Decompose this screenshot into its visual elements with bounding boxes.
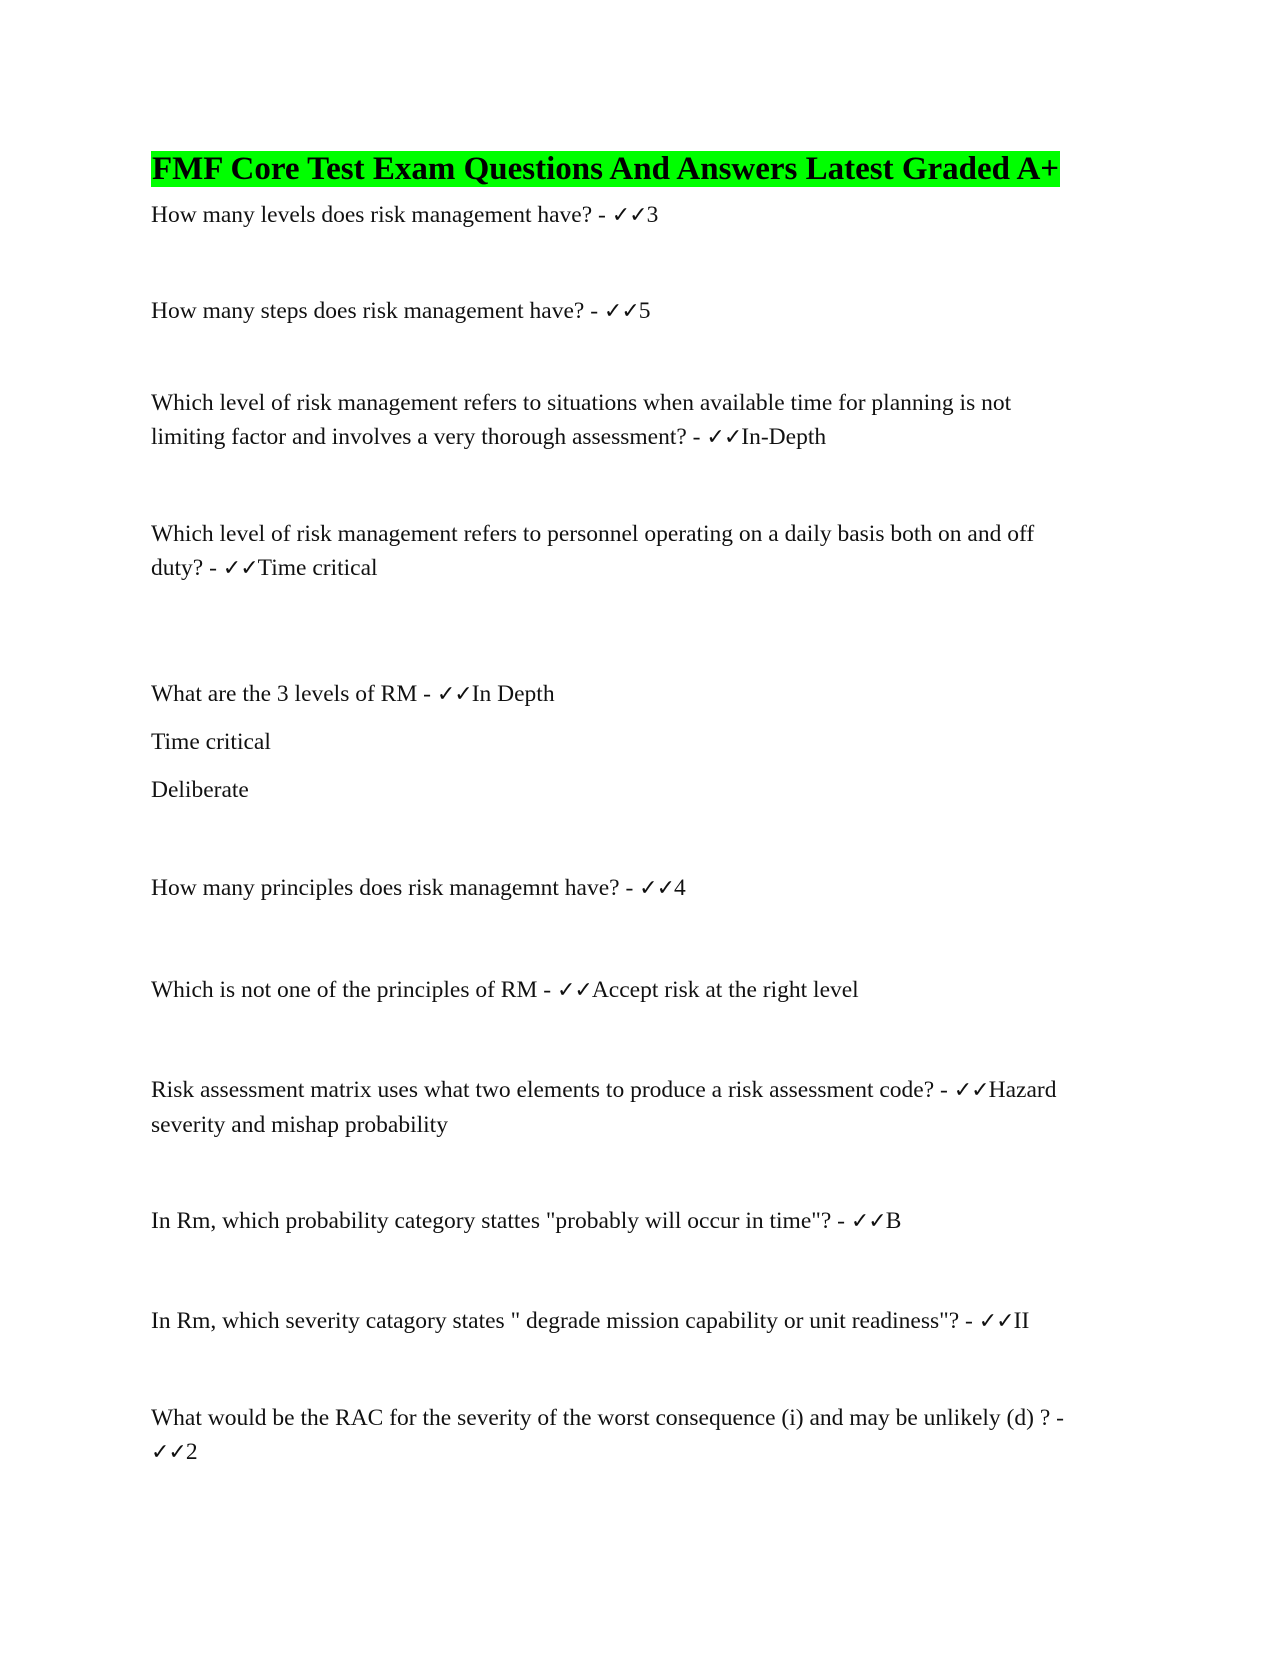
answer-text: 3 [646,202,659,228]
double-check-icon: ✓✓ [978,1309,1014,1334]
qa-item-3 [151,386,1141,455]
answer-text: In Depth [471,681,555,707]
double-check-icon: ✓✓ [850,1209,886,1234]
answer-text: Accept risk at the right level [591,977,859,1003]
qa-line: What would be the RAC for the severity of the worst consequence (i) and may be unlikely (d) ? - [151,1405,1064,1431]
answer-text: Time critical [257,555,378,581]
answer-text: II [1013,1308,1030,1334]
double-check-icon: ✓✓ [639,876,675,901]
qa-line [151,973,1141,1008]
qa-line [151,1073,1141,1108]
qa-line: Which level of risk management refers to personnel operating on a daily basis both on and off [151,521,1035,547]
qa-line [151,871,1141,906]
qa-item-6 [151,871,1141,906]
qa-item-9 [151,1204,1141,1239]
qa-item-5 [151,677,1141,712]
qa-line: severity and mishap probability [151,1112,448,1138]
double-check-icon: ✓✓ [556,978,592,1003]
qa-line [151,1304,1141,1339]
answer-continuation: Deliberate [151,777,249,803]
answer-text: Hazard [988,1077,1057,1103]
question-text: How many principles does risk managemnt have? - [151,875,640,901]
qa-item-7 [151,973,1141,1008]
qa-item-11 [151,1401,1141,1470]
qa-line [151,677,1141,712]
answer-text: 2 [185,1439,198,1465]
double-check-icon: ✓✓ [706,425,742,450]
double-check-icon: ✓✓ [436,682,472,707]
qa-item-2 [151,294,1141,329]
question-text: limiting factor and involves a very thorough assessment? - [151,424,707,450]
title-highlight: FMF Core Test Exam Questions And Answers Latest Graded A+ [152,151,1060,187]
answer-text: 4 [674,875,686,901]
question-text: Which is not one of the principles of RM - [151,977,557,1003]
answer-text: In-Depth [741,424,827,450]
answer-continuation: Time critical [151,729,271,755]
question-text: duty? - [151,555,223,581]
question-text: What are the 3 levels of RM - [151,681,437,707]
question-text: Risk assessment matrix uses what two elements to produce a risk assessment code? - [151,1077,954,1103]
qa-item-1 [151,198,1141,233]
qa-line [151,294,1141,329]
question-text: In Rm, which probability category stattes "probably will occur in time"? - [151,1208,851,1234]
question-text: In Rm, which severity catagory states " degrade mission capability or unit readiness"? - [151,1308,979,1334]
qa-line [151,420,1141,455]
question-text: How many steps does risk management have? - [151,298,604,324]
double-check-icon: ✓✓ [222,556,258,581]
qa-line: Which level of risk management refers to situations when available time for planning is not [151,390,1012,416]
qa-item-10 [151,1304,1141,1339]
question-text: How many levels does risk management have? - [151,202,612,228]
qa-line [151,198,1141,233]
document-title [151,148,1060,190]
double-check-icon: ✓✓ [603,299,639,324]
answer-text: B [885,1208,902,1234]
answer-text: 5 [638,298,651,324]
qa-item-4 [151,517,1141,586]
qa-line [151,1435,1141,1470]
double-check-icon: ✓✓ [611,203,647,228]
qa-line [151,551,1141,586]
double-check-icon: ✓✓ [953,1078,989,1103]
double-check-icon: ✓✓ [151,1440,186,1465]
qa-line [151,1204,1141,1239]
qa-item-8 [151,1073,1141,1142]
